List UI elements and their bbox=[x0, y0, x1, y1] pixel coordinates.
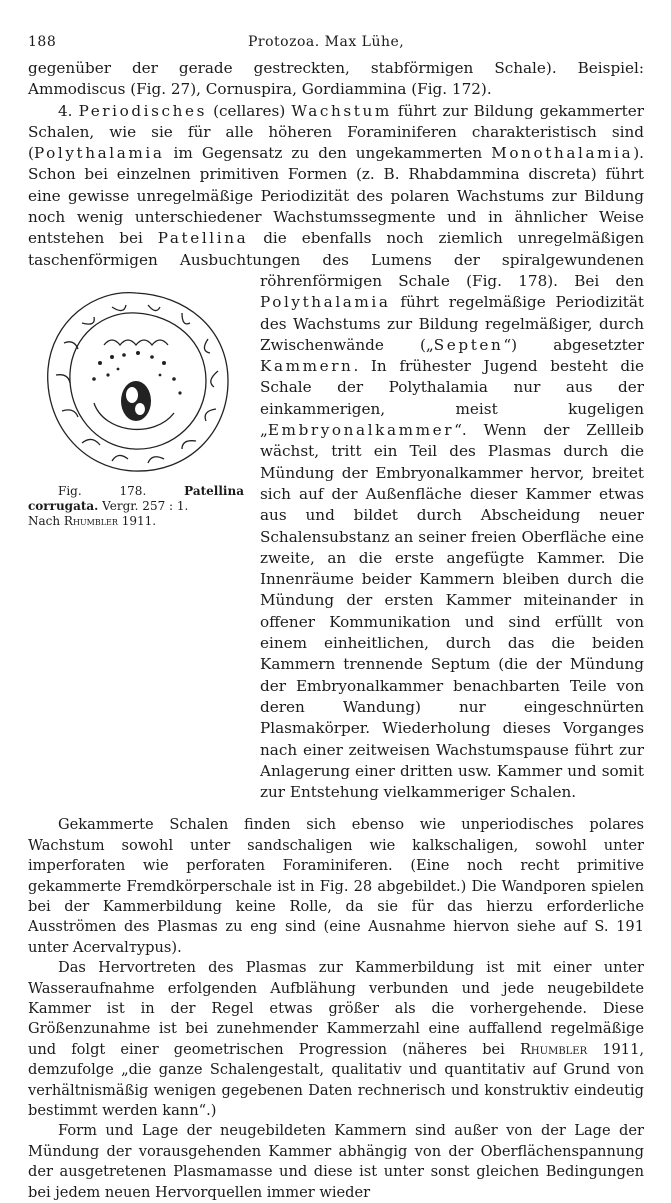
figure-source-author: Rhumbler bbox=[63, 513, 118, 528]
paragraph-chambered-shells: Gekammerte Schalen finden sich ebenso wie unperiodisches polares Wachstum sowohl unter sandschaligen wie kalkschaligen, sowohl unter imperforaten wie perforaten Foraminiferen. (Eine noch recht primitive gekammerte Fremdkörperschale ist in Fig. 28 abgebildet.) Die Wandporen spielen bei der Kammerbildung keine Rolle, da sie für das hierzu erforderliche Ausströmen des Plasmas zu eng sind (eine Ausnahme hiervon siehe auf S. 191 unter Acervalтypus). bbox=[28, 816, 644, 956]
figure-label: Fig. 178. bbox=[58, 483, 147, 498]
term-septen: Septen bbox=[433, 335, 504, 354]
term-periodisches: Periodisches bbox=[78, 101, 208, 120]
figure-scale: Vergr. 257 : 1. bbox=[102, 498, 189, 513]
figure-species: Patellina corrugata. bbox=[28, 483, 244, 513]
term-monothalamia: Monothalamia bbox=[491, 144, 634, 163]
paragraph-intro: gegenüber der gerade gestreckten, stabförmigen Schale). Beispiel: Ammodiscus (Fig. 27), Cornuspira, Gordiammina (Fig. 172). bbox=[28, 59, 644, 99]
term-embryonalkammer: Embryonalkammer bbox=[267, 421, 455, 440]
author-rhumbler: Rhumbler bbox=[519, 1040, 588, 1058]
term-patellina: Patellina bbox=[157, 229, 249, 248]
figure-caption: Fig. 178. Patellina corrugata. Vergr. 257 : 1. Nach Rhumbler 1911. bbox=[28, 483, 244, 528]
paragraph-chamber-form: Form und Lage der neugebildeten Kammern sind außer von der Lage der Mündung der vorausgehenden Kammer abhängig von der Oberflächenspannung der ausgetretenen Plasmamasse und diese ist unter sonst gleichen Bedingungen bei jedem neuen Hervorquellen immer wieder bbox=[28, 1122, 644, 1201]
term-polythalamia-2: Polythalamia bbox=[260, 293, 391, 312]
paragraph-plasma-emergence: Das Hervortreten des Plasmas zur Kammerbildung ist mit einer unter Wasseraufnahme erfolgenden Aufblähung verbunden und jede neugebildete Kammer ist in der Regel etwas größer als die vorhergehende. Diese Größenzunahme ist bei zunehmender Kammerzahl eine auffallend regelmäßige und folgt einer geometrischen Progression (näheres bei Rhumbler 1911, demzufolge „die ganze Schalengestalt, qualitativ und quantitativ auf Grund von verhältnismäßig wenigen gegebenen Daten rechnerisch und konstruktiv eindeutig bestimmt werden kann“.) bbox=[28, 959, 645, 1120]
term-polythalamia: Polythalamia bbox=[33, 144, 165, 163]
patellina-illustration bbox=[34, 283, 239, 478]
page-number: 188 bbox=[28, 34, 57, 50]
term-wachstum: Wachstum bbox=[291, 101, 392, 120]
figure-178 bbox=[28, 271, 248, 783]
term-kammern: Kammern bbox=[260, 357, 354, 376]
running-title: Protozoa. Max Lühe, bbox=[248, 34, 405, 50]
paragraph-periodic-growth: 4. Periodisches (cellares) Wachstum führt zur Bildung gekammerter Schalen, wie sie für alle höheren Foraminiferen charakteristisch sind (Polythalamia im Gegensatz zu den ungekammerten Monothalamia). Schon bei einzelnen primitiven Formen (z. B. Rhabdammina discreta) führt eine gewisse unregelmäßige Periodizität des polaren Wachstums zur Bildung noch wenig unterschiedener Wachstumssegmente und in ähnlicher Weise entstehen bei Patellina die ebenfalls noch ziemlich unregelmäßigen taschenförmigen Ausbuchtungen des Lumens der spiralgewundenen röhrenförmigen Schale (Fig. 178). Bei den Fig. 178. Patellina corrugata. Vergr. 257 : 1. Nach Rhumbler 1911. Polythalamia führt regelmäßige Periodizität des Wachstums zur Bildung regelmäßiger, durch Zwischenwände („Septen“) abgesetzter Kammern. In frühester Jugend besteht die Schale der Polythalamia nur aus der einkammerigen, meist kugeligen „Embryonalkammer“. Wenn der Zellleib wächst, tritt ein Teil des Plasmas durch die Mündung der Embryonalkammer hervor, breitet sich auf der Außenfläche dieser Kammer etwas aus und bildet durch Abscheidung neuer Schalensubstanz an seiner freien Oberfläche eine zweite, an die erste angefügte Kammer. Die Innenräume beider Kammern bleiben durch die Mündung der ersten Kammer miteinander in offener Kommunikation und sind erfüllt von einem einheitlichen, durch das die beiden Kammern trennende Septum (die der Mündung der Embryonalkammer benachbarten Teile von deren Wandung) nur eingeschnürten Plasmakörper. Wiederholung dieses Vorganges nach einer zeitweisen Wachstumspause führt zur Anlagerung einer dritten usw. Kammer und somit zur Entstehung vielkammeriger Schalen. bbox=[28, 101, 644, 802]
page-header bbox=[28, 28, 644, 58]
page bbox=[28, 28, 644, 1203]
